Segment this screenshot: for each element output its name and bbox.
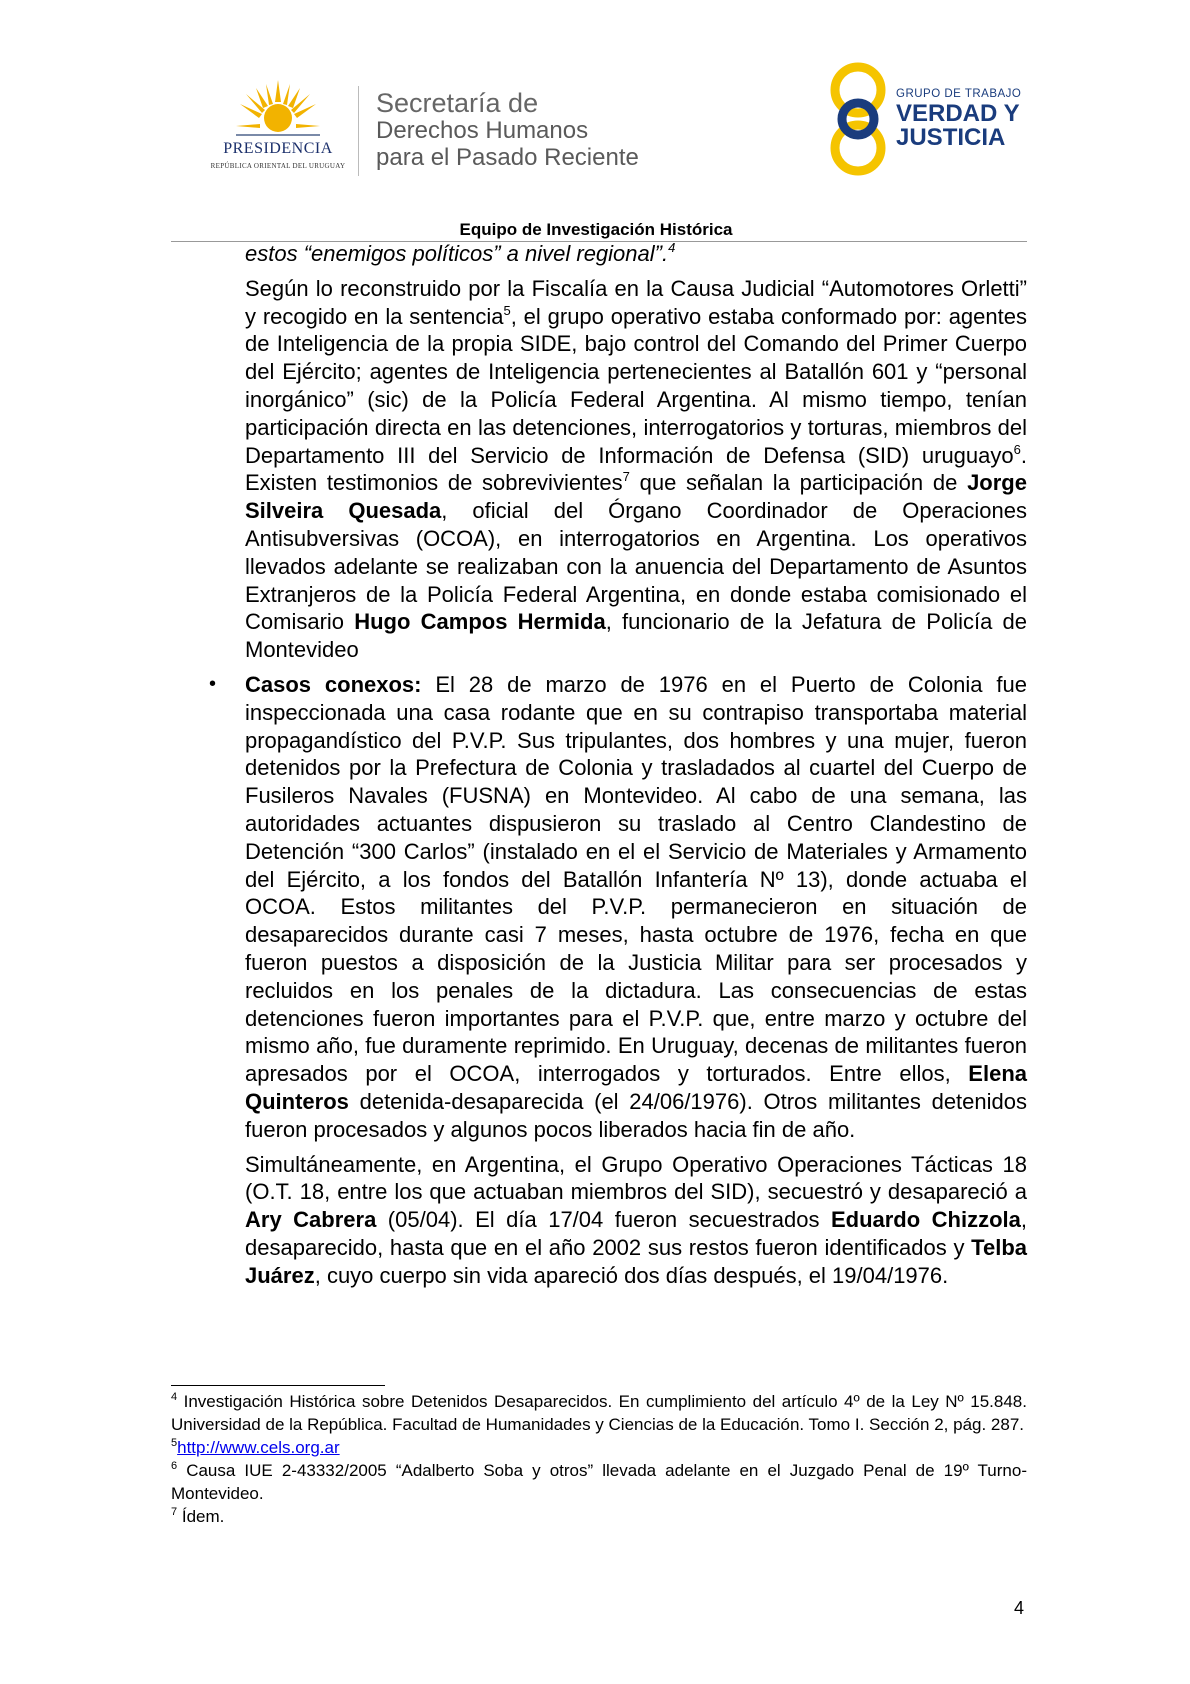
footnote-7 (171, 1505, 1027, 1528)
person-name: Elena Quinteros (245, 1061, 1027, 1114)
footnote-ref-5[interactable]: 5 (503, 302, 511, 318)
presidencia-subtitle: REPÚBLICA ORIENTAL DEL URUGUAY (210, 162, 346, 170)
paragraph-orletti (245, 275, 1027, 664)
paragraph-text: Según lo reconstruido por la Fiscalía en la Causa Judicial “Automotores Orletti” y recogido en la sentencia (245, 275, 1027, 329)
paragraph-text: detenida-desaparecida (el 24/06/1976). Otros militantes detenidos fueron procesados y algunos pocos liberados hacia fin de año. (245, 1088, 1027, 1142)
rings-emblem-icon (820, 58, 896, 183)
gtvj-small-title: GRUPO DE TRABAJO (896, 88, 1022, 100)
header-divider (358, 86, 359, 176)
paragraph-text: , cuyo cuerpo sin vida apareció dos días después, el 19/04/1976. (314, 1262, 949, 1288)
page-number: 4 (1014, 1598, 1025, 1618)
section-lead: Casos conexos: (245, 671, 422, 697)
paragraph-text: estos “enemigos políticos” a nivel regional”. (245, 241, 669, 266)
presidencia-logo (198, 80, 358, 180)
secretaria-line-2: Derechos Humanos (376, 117, 589, 144)
footnote-ref-7[interactable]: 7 (622, 469, 630, 485)
team-label: Equipo de Investigación Histórica (459, 220, 733, 239)
paragraph-text: El 28 de marzo de 1976 en el Puerto de Colonia fue inspeccionada una casa rodante que en su contrapiso transportaba material propagandístico del P.V.P. Sus tripulantes, dos hombres y una mujer, fueron detenidos por la Prefectura de Colonia y trasladados al cuartel del Cuerpo de Fusileros Navales (FUSNA) en Montevideo. Al cabo de una semana, las autoridades actuantes dispusieron su traslado al Centro Clandestino de Detención “300 Carlos” (instalado en el el Servicio de Materiales y Armamento del Ejército, a los fondos del Batallón Infantería Nº 13), donde actuaba el OCOA. Estos militantes del P.V.P. permanecieron en situación de desaparecidos durante casi 7 meses, hasta octubre de 1976, fecha en que fueron puestos a disposición de la Justicia Militar para ser procesados y recluidos en los penales de la dictadura. Las consecuencias de estas detenciones fueron importantes para el P.V.P. que, entre marzo y octubre del mismo año, fue duramente reprimido. En Uruguay, decenas de militantes fueron apresados por el OCOA, interrogados y torturados. Entre ellos, (245, 671, 1027, 1087)
footnote-separator (171, 1385, 385, 1386)
person-name: Telba Juárez (245, 1234, 1027, 1288)
sun-emblem-icon (236, 80, 320, 140)
bullet-item-casos-conexos (209, 671, 1027, 1144)
verdad-justicia-logo (820, 58, 1030, 183)
paragraph-continuation (245, 240, 1027, 268)
secretaria-line-1: Secretaría de (376, 88, 539, 118)
presidencia-title: PRESIDENCIA (223, 140, 333, 157)
bullet-icon: • (209, 672, 217, 695)
person-name: Hugo Campos Hermida (354, 609, 606, 635)
footnote-6 (171, 1459, 1027, 1505)
paragraph-text: , el grupo operativo estaba conformado por: agentes de Inteligencia de la propia SIDE, bajo control del Comando del Primer Cuerpo del Ejército; agentes de Inteligencia pertenecientes al Batallón 601 y “personal inorgánico” (sic) de la Policía Federal Argentina. Al mismo tiempo, tenían participación directa en las detenciones, interrogatorios y torturas, miembros del Departamento III del Servicio de Información de Defensa (SID) uruguayo (245, 303, 1027, 468)
paragraph-text: que señalan la participación de (629, 470, 968, 496)
footnote-number: 6 (171, 1460, 178, 1472)
body-text (209, 240, 1028, 1289)
footnote-number: 7 (171, 1506, 178, 1518)
person-name: Eduardo Chizzola (830, 1207, 1021, 1233)
secretaria-logo-text (376, 90, 639, 171)
person-name: Jorge Silveira Quesada (245, 470, 1027, 524)
paragraph-text: . Existen testimonios de sobrevivientes (245, 442, 1027, 496)
paragraph-text: , funcionario de la Jefatura de Policía de Montevideo (245, 609, 1027, 663)
paragraph-casos-conexos (245, 671, 1027, 1144)
footnote-ref-4[interactable]: 4 (668, 240, 676, 255)
footnote-ref-6[interactable]: 6 (1013, 441, 1021, 457)
gtvj-title-line-2: JUSTICIA (896, 124, 1006, 151)
paragraph-text: , oficial del Órgano Coordinador de Operaciones Antisubversivas (OCOA), en interrogatorios en Argentina. Los operativos llevados adelante se realizaban con la anuencia del Departamento de Asuntos Extranjeros de la Policía Federal Argentina, en donde estaba comisionado el Comisario (245, 498, 1027, 635)
footnote-text: Causa IUE 2-43332/2005 “Adalberto Soba y otros” llevada adelante en el Juzgado Penal de 19º Turno-Montevideo. (171, 1461, 1027, 1503)
footnote-4 (171, 1390, 1027, 1436)
paragraph-text: , desaparecido, hasta que en el año 2002 sus restos fueron identificados y (245, 1207, 1028, 1260)
gtvj-title-line-1: VERDAD Y (896, 100, 1020, 127)
footnote-number: 4 (171, 1391, 178, 1403)
paragraph-text: (05/04). El día 17/04 fueron secuestrados (376, 1207, 831, 1233)
footnote-5 (171, 1436, 1027, 1459)
paragraph-simultaneamente (245, 1151, 1027, 1290)
person-name: Ary Cabrera (245, 1207, 377, 1233)
footnote-number: 5 (171, 1437, 178, 1449)
footnote-text: Investigación Histórica sobre Detenidos Desaparecidos. En cumplimiento del artículo 4º de la Ley Nº 15.848. Universidad de la República. Facultad de Humanidades y Ciencias de la Educación. Tomo I. Sección 2, pág. 287. (171, 1392, 1027, 1434)
footnote-link[interactable]: http://www.cels.org.ar (177, 1438, 340, 1457)
footnote-text: Ídem. (177, 1507, 225, 1526)
secretaria-line-3: para el Pasado Reciente (376, 144, 639, 171)
paragraph-text: Simultáneamente, en Argentina, el Grupo Operativo Operaciones Tácticas 18 (O.T. 18, entre los que actuaban miembros del SID), secuestró y desapareció a (245, 1151, 1027, 1205)
footnotes (171, 1390, 1027, 1528)
